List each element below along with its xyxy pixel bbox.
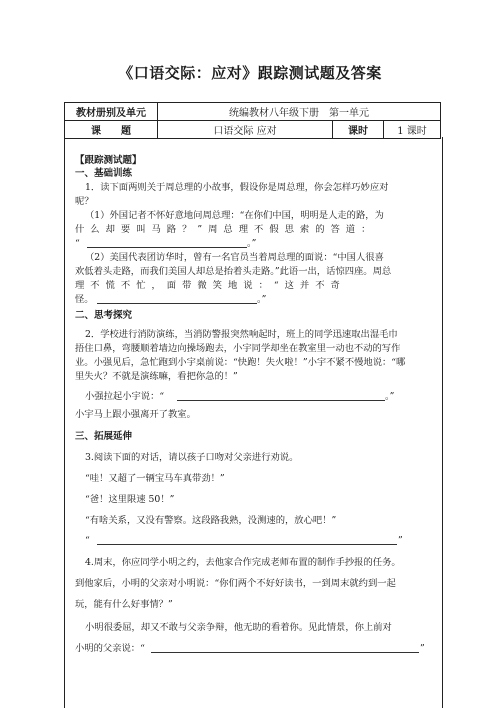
- question-1b-line-3: 理不慌不忙，面带微笑地说：“这并不奇: [75, 280, 346, 291]
- question-3-line-5-end: ”: [398, 535, 403, 546]
- question-4-line-4: 小明很委屈，却又不敢与父亲争辩，他无助的看着你。见此情景，你上前对: [85, 622, 392, 633]
- question-3-line-5-prefix: “: [85, 535, 90, 546]
- question-1a-line-1: （1）外国记者不怀好意地问周总理：“在你们中国，明明是人走的路，为: [85, 210, 384, 221]
- periods-label: 课时: [333, 121, 384, 139]
- question-4-line-5-end: ”: [420, 643, 425, 654]
- section-1-heading: 一、基础训练: [75, 168, 133, 179]
- question-2-line-5-prefix: 小强拉起小宇说：“: [85, 391, 165, 402]
- textbook-unit-value: 统编教材八年级下册 第一单元: [158, 103, 441, 121]
- question-4-line-2: 到他家后，小明的父亲对小明说：“你们两个不好好读书，一到周末就约到一起: [75, 578, 396, 589]
- question-2-line-5-end: 。”: [385, 391, 395, 402]
- question-1b-line-4-end: 。”: [257, 294, 267, 305]
- question-2-line-6: 小宇马上跟小强离开了教室。: [75, 409, 196, 420]
- question-1-line-2: 呢？: [75, 196, 94, 207]
- question-4-line-5-prefix: 小明的父亲说：“: [75, 643, 145, 654]
- question-2-line-2: 捂住口鼻，弯腰顺着墙边向操场跑去，小宇同学却坐在教室里一动也不动的写作: [75, 343, 401, 354]
- question-1b-line-4-prefix: 怪。: [75, 294, 94, 305]
- topic-label: 课 题: [65, 121, 158, 139]
- question-2-line-3: 业。小强见后，急忙跑到小宇桌前说：“快跑！失火啦！”小宇不紧不慢地说：“哪: [75, 357, 406, 368]
- periods-value: 1 课时: [384, 121, 441, 139]
- textbook-unit-label: 教材册别及单元: [65, 103, 158, 121]
- question-4-line-3: 玩，能有什么好事情？”: [75, 599, 173, 610]
- question-1a-line-2: 什么却要叫马路？”周总理不假思索的答道：: [75, 224, 377, 235]
- section-header: 【跟踪测试题】: [75, 155, 142, 166]
- answer-blank-1a[interactable]: [87, 247, 247, 248]
- question-2-line-4: 里失火？不就是演练嘛，看把你急的！”: [75, 371, 238, 382]
- page-title: 《口语交际：应对》跟踪测试题及答案: [118, 64, 382, 82]
- question-3-line-3: “爸！这里限速 50！”: [85, 494, 175, 505]
- answer-blank-2[interactable]: [177, 400, 385, 401]
- question-1b-line-1: （2）美国代表团访华时，曾有一名官员当着周总理的面说：“中国人很喜: [85, 252, 384, 263]
- question-3-line-2: “哇！又超了一辆宝马车真带劲！”: [85, 473, 225, 484]
- question-4-line-1: 4.周末，你应同学小明之约，去他家合作完成老师布置的制作手抄报的任务。: [85, 557, 401, 568]
- content-box: [64, 137, 443, 708]
- question-1a-quote-open: “: [75, 238, 80, 249]
- question-1-line-1: 1．读下面两则关于周总理的小故事，假设你是周总理，你会怎样巧妙应对: [85, 182, 389, 193]
- section-2-heading: 二、思考探究: [75, 310, 133, 321]
- section-3-heading: 三、拓展延伸: [75, 431, 133, 442]
- answer-blank-1b[interactable]: [97, 303, 257, 304]
- answer-blank-4[interactable]: [151, 652, 419, 653]
- question-1b-line-2: 欢低着头走路，而我们美国人却总是抬着头走路。”此语一出，话惊四座。周总: [75, 266, 392, 277]
- question-2-line-1: 2．学校进行消防演练，当消防警报突然响起时，班上的同学迅速取出湿毛巾: [85, 329, 398, 340]
- question-1a-quote-close: 。”: [247, 238, 257, 249]
- question-3-line-4: “有啥关系，又没有警察。这段路我熟，没测速的，放心吧！”: [85, 515, 337, 526]
- question-3-line-1: 3.阅读下面的对话，请以孩子口吻对父亲进行劝说。: [85, 452, 299, 463]
- table-row: [65, 103, 441, 121]
- info-table: [64, 102, 441, 139]
- topic-value: 口语交际 应对: [158, 121, 333, 139]
- table-row: [65, 121, 441, 139]
- answer-blank-3[interactable]: [97, 544, 397, 545]
